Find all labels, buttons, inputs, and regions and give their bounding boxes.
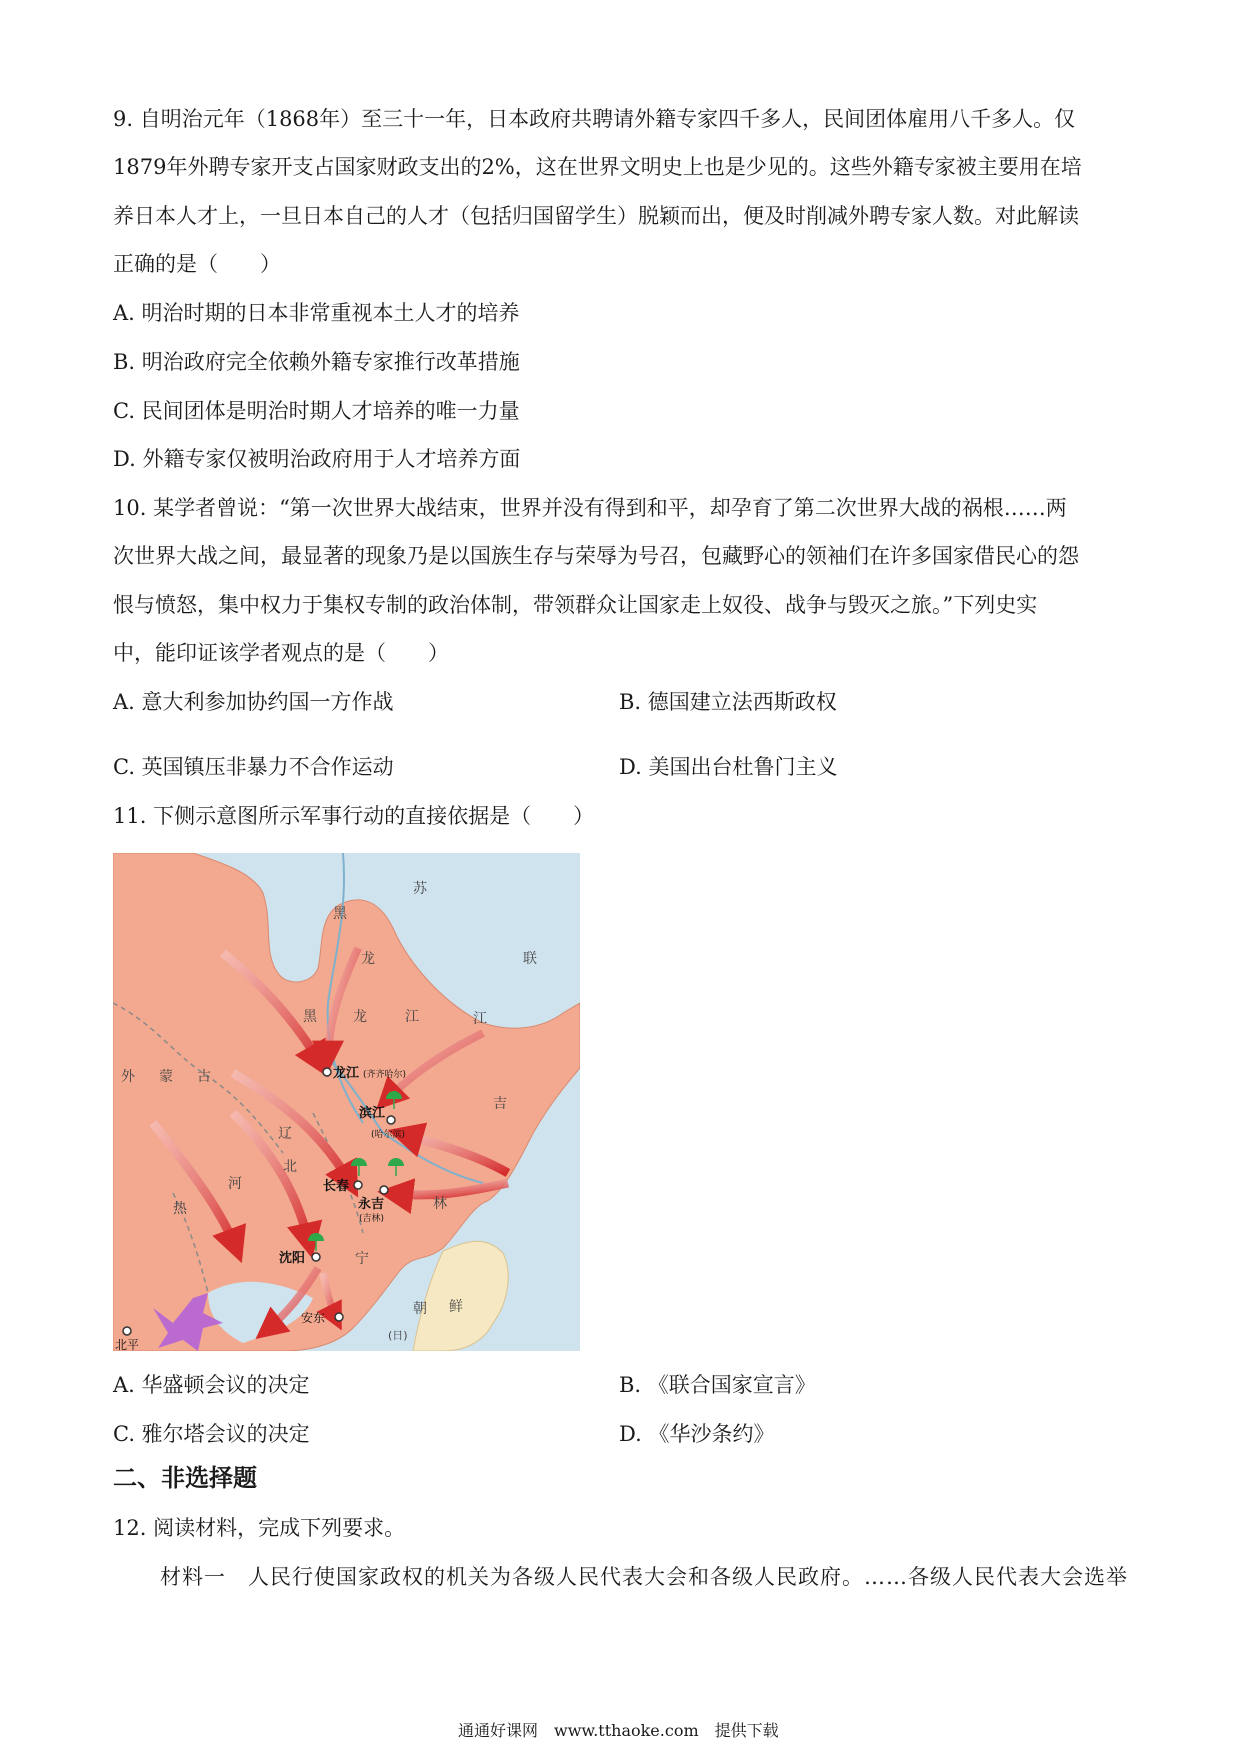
map-label-su: 苏	[413, 881, 427, 897]
map-label-gu: 古	[197, 1069, 211, 1085]
q10-line-3: 恨与愤怒，集中权力于集权专制的政治体制，带领群众让国家走上奴役、战争与毁灭之旅。”下列史实	[113, 593, 1038, 617]
map-label-he: 河	[228, 1176, 242, 1192]
q9-option-a: A. 明治时期的日本非常重视本土人才的培养	[113, 301, 520, 325]
map-label-long: 龙	[361, 951, 375, 967]
section-title: 二、非选择题	[113, 1464, 257, 1492]
city-changchun: 长春	[323, 1179, 350, 1194]
city-shenyang: 沈阳	[279, 1251, 306, 1266]
q10-option-b: B. 德国建立法西斯政权	[619, 690, 837, 714]
city-marker	[123, 1327, 131, 1335]
q9-option-c: C. 民间团体是明治时期人才培养的唯一力量	[113, 399, 520, 423]
city-beiping: 北平	[115, 1338, 140, 1351]
q11-option-c: C. 雅尔塔会议的决定	[113, 1422, 310, 1446]
city-marker	[323, 1068, 331, 1076]
map-label-liao: 辽	[278, 1126, 292, 1142]
map-label-meng: 蒙	[159, 1069, 173, 1085]
q11-option-a: A. 华盛顿会议的决定	[113, 1373, 310, 1397]
map-label-re: 热	[173, 1201, 187, 1217]
northeast-campaign-map	[113, 853, 580, 1351]
q12-material: 材料一 人民行使国家政权的机关为各级人民代表大会和各级人民政府。……各级人民代表大会选举	[160, 1565, 1128, 1589]
map-label-hei: 黑	[333, 906, 347, 922]
city-yongji: 永吉	[358, 1197, 385, 1212]
q9-line-4: 正确的是（ ）	[113, 252, 281, 276]
city-longjiang: 龙江	[333, 1066, 360, 1081]
q9-line-1: 9. 自明治元年（1868年）至三十一年，日本政府共聘请外籍专家四千多人，民间团体雇用八千多人。仅	[113, 107, 1076, 131]
map-label-ri: (日)	[388, 1329, 408, 1342]
map-label-long2: 龙	[353, 1009, 367, 1025]
map-label-lin: 林	[433, 1196, 447, 1212]
q11-option-b: B. 《联合国家宣言》	[619, 1373, 816, 1397]
map-label-ji: 吉	[493, 1096, 507, 1112]
map-label-hei2: 黑	[303, 1009, 317, 1025]
city-marker	[380, 1186, 388, 1194]
q12-stem: 12. 阅读材料，完成下列要求。	[113, 1516, 406, 1540]
city-haerbin: (哈尔滨)	[371, 1130, 406, 1140]
map-label-jiang2: 江	[405, 1009, 419, 1025]
q10-option-d: D. 美国出台杜鲁门主义	[619, 755, 838, 779]
q10-line-4: 中，能印证该学者观点的是（ ）	[113, 641, 449, 665]
q11-stem: 11. 下侧示意图所示军事行动的直接依据是（ ）	[113, 804, 595, 828]
city-marker	[354, 1181, 362, 1189]
map-label-wai: 外	[121, 1069, 135, 1085]
city-marker	[335, 1313, 343, 1321]
q9-option-b: B. 明治政府完全依赖外籍专家推行改革措施	[113, 350, 520, 374]
map-label-jiang3: 江	[473, 1011, 487, 1027]
q10-line-2: 次世界大战之间，最显著的现象乃是以国族生存与荣辱为号召，包藏野心的领袖们在许多国家借民心的怨	[113, 544, 1079, 568]
q9-option-d: D. 外籍专家仅被明治政府用于人才培养方面	[113, 447, 521, 471]
map-label-xian: 鲜	[449, 1299, 463, 1315]
q10-line-1: 10. 某学者曾说：“第一次世界大战结束，世界并没有得到和平，却孕育了第二次世界大战的祸根……两	[113, 496, 1067, 520]
map-label-bei: 北	[283, 1159, 297, 1175]
page-footer: 通通好课网 www.tthaoke.com 提供下载	[458, 1721, 779, 1740]
q9-line-2: 1879年外聘专家开支占国家财政支出的2%，这在世界文明史上也是少见的。这些外籍专家被主要用在培	[113, 155, 1082, 179]
map-label-lian: 联	[523, 951, 537, 967]
map-label-chao: 朝	[413, 1301, 427, 1317]
city-andong: 安东	[301, 1311, 326, 1325]
city-binjiang: 滨江	[359, 1106, 386, 1121]
city-qiqihaer: (齐齐哈尔)	[363, 1070, 407, 1080]
q11-option-d: D. 《华沙条约》	[619, 1422, 775, 1446]
q9-line-3: 养日本人才上，一旦日本自己的人才（包括归国留学生）脱颖而出，便及时削减外聘专家人数。对此解读	[113, 204, 1079, 228]
city-marker	[387, 1116, 395, 1124]
q10-option-c: C. 英国镇压非暴力不合作运动	[113, 755, 394, 779]
q10-option-a: A. 意大利参加协约国一方作战	[113, 690, 394, 714]
city-jilin: (吉林)	[359, 1214, 385, 1224]
map-label-ning: 宁	[355, 1251, 369, 1267]
city-marker	[312, 1253, 320, 1261]
